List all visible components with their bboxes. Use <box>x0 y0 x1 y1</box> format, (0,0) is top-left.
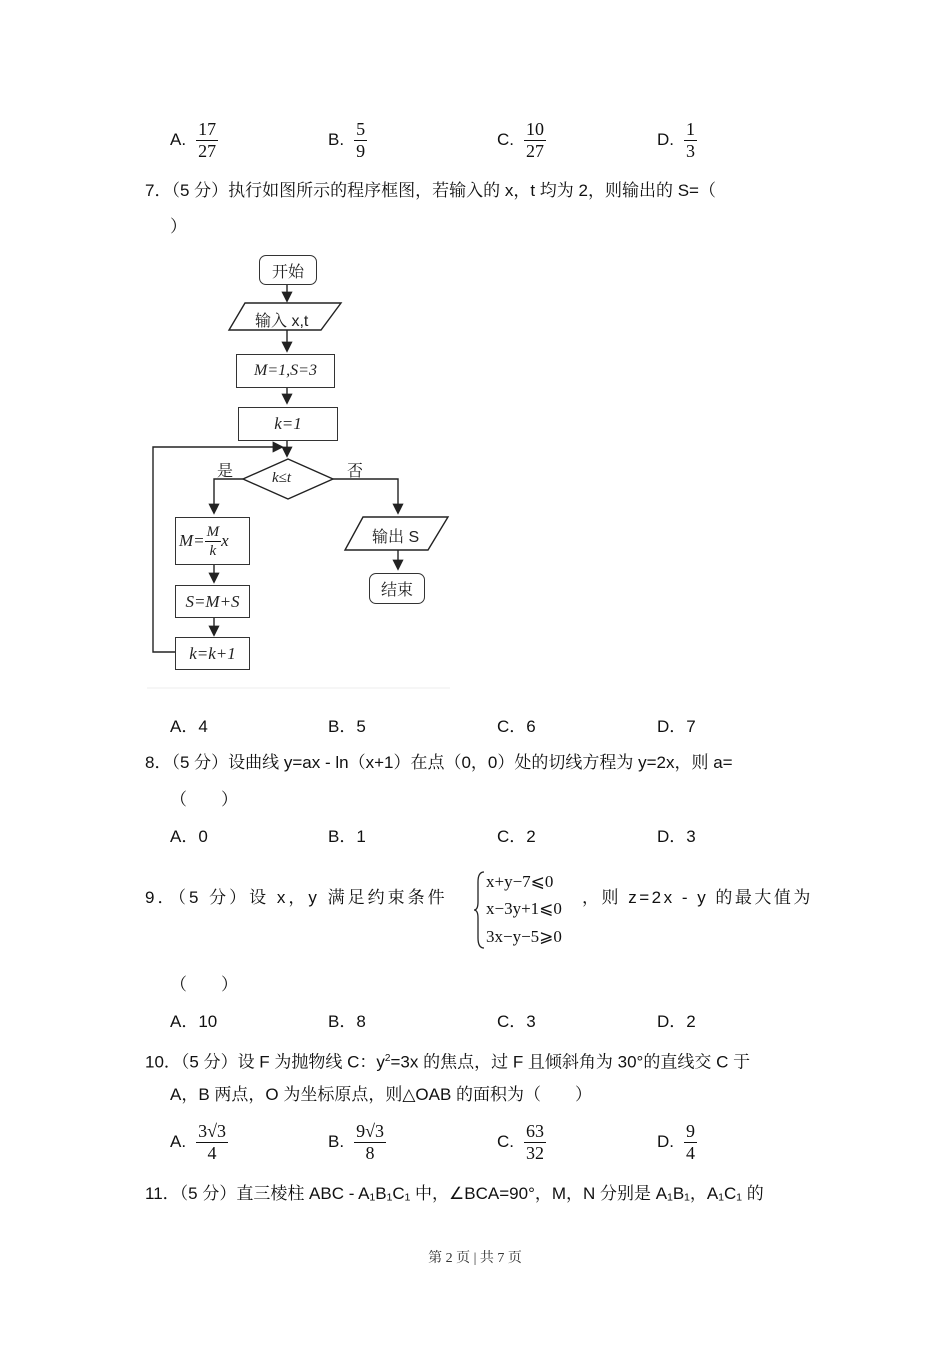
q9-option-c: C．3 <box>497 1012 536 1031</box>
fraction: $\frac{10}{27}$ <box>526 118 544 161</box>
q9-text-cont: （ ） <box>170 975 238 994</box>
q9-option-a: A．10 <box>170 1012 218 1031</box>
flowchart-end: 结束 <box>369 573 425 604</box>
q7-option-c: C．6 <box>497 717 536 736</box>
q10-option-d: D. $\frac{9}{4}$ <box>657 1120 695 1163</box>
q8-option-c: C．2 <box>497 827 536 846</box>
flowchart-step-m: M= $\frac{M}{k}$ x <box>175 517 250 565</box>
left-brace-icon <box>474 870 486 950</box>
flowchart-k-init: k=1 <box>238 407 338 441</box>
flowchart-condition: k≤t <box>272 470 292 486</box>
q10-option-b: B. $\frac{9√3}{8}$ <box>328 1120 384 1163</box>
q7-option-d: D．7 <box>657 717 696 736</box>
q9-option-d: D．2 <box>657 1012 696 1031</box>
q7-text-cont: ） <box>170 217 187 236</box>
q6-option-a: A. $\frac{17}{27}$ <box>170 118 217 161</box>
q8-text-cont: （ ） <box>170 790 238 809</box>
q9-options <box>170 1011 810 1033</box>
flowchart-step-s: S=M+S <box>175 585 250 618</box>
q9-option-b: B．8 <box>328 1012 366 1031</box>
q11-text: 11．（5 分）直三棱柱 ABC - A₁B₁C₁ 中，∠BCA=90°，M，N 分别是 A₁B₁，A₁C₁ 的 <box>145 1184 764 1203</box>
q10-option-a: A. $\frac{3√3}{4}$ <box>170 1120 226 1163</box>
q10-option-c: C. $\frac{63}{32}$ <box>497 1120 544 1163</box>
q8-option-a: A．0 <box>170 827 208 846</box>
fraction: $\frac{17}{27}$ <box>198 118 217 161</box>
flowchart-start: 开始 <box>259 255 317 285</box>
q8-option-d: D．3 <box>657 827 696 846</box>
flowchart-input: 输入 x,t <box>255 313 309 330</box>
q6-option-d: D. $\frac{1}{3}$ <box>657 118 695 161</box>
flowchart-step-k: k=k+1 <box>175 637 250 670</box>
q7-text: 7．（5 分）执行如图所示的程序框图，若输入的 x，t 均为 2，则输出的 S=（ <box>145 181 716 200</box>
q7-option-b: B．5 <box>328 717 366 736</box>
constraint-3: 3x−y−5⩾0 <box>486 927 562 946</box>
q8-option-b: B．1 <box>328 827 366 846</box>
q10-options <box>170 1120 810 1164</box>
q10-text-cont: A，B 两点，O 为坐标原点，则△OAB 的面积为（ ） <box>170 1085 593 1104</box>
q7-option-a: A．4 <box>170 717 208 736</box>
flowchart-init: M=1,S=3 <box>236 354 335 388</box>
fraction: $\frac{1}{3}$ <box>686 118 695 161</box>
flowchart-no-label: 否 <box>347 463 364 480</box>
flowchart-output: 输出 S <box>372 529 420 546</box>
flowchart-yes-label: 是 <box>217 463 234 480</box>
q9-text-post: ，则 z=2x - y 的最大值为 <box>582 888 813 907</box>
q6-option-c: C. $\frac{10}{27}$ <box>497 118 544 161</box>
constraint-1: x+y−7⩽0 <box>486 872 554 891</box>
q8-text: 8．（5 分）设曲线 y=ax - ln（x+1）在点（0，0）处的切线方程为 y=2x，则 a= <box>145 753 733 772</box>
q6-option-b: B. $\frac{5}{9}$ <box>328 118 366 161</box>
q9-text-pre: 9．（5 分）设 x，y 满足约束条件 <box>145 888 448 907</box>
q10-text: 10．（5 分）设 F 为抛物线 C：$y^2=3x$ 的焦点，过 F 且倾斜角为 30°的直线交 C 于 <box>145 1052 751 1072</box>
q8-options <box>170 826 810 848</box>
constraint-2: x−3y+1⩽0 <box>486 899 562 918</box>
fraction: $\frac{5}{9}$ <box>356 118 366 161</box>
q6-options <box>170 118 810 162</box>
page-footer: 第 2 页 | 共 7 页 <box>428 1251 522 1266</box>
q7-options <box>170 716 810 738</box>
